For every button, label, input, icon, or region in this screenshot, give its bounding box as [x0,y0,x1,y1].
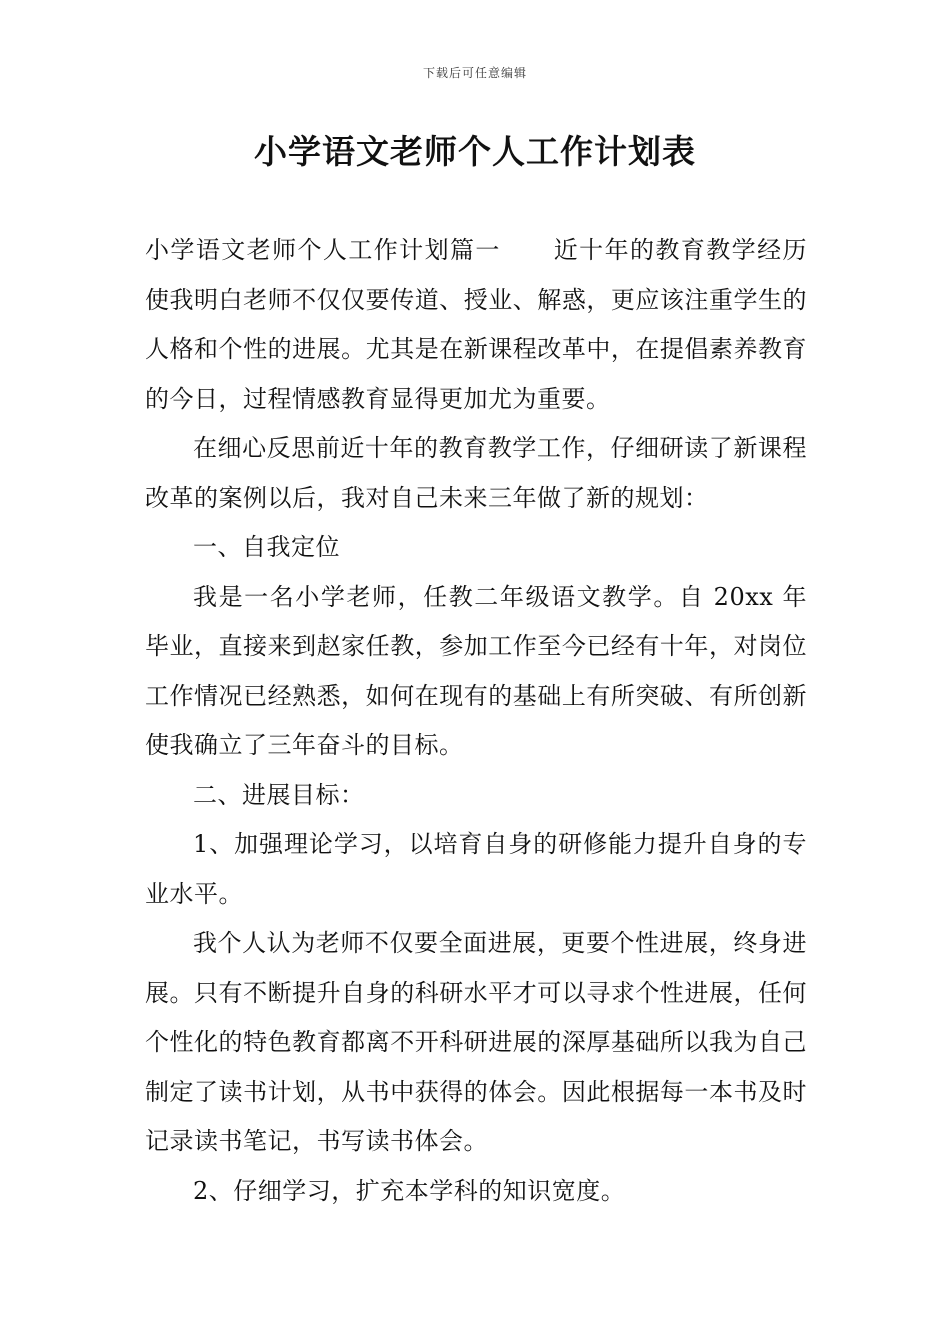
intro-text: 近十年的教育教学经历使我明白老师不仅仅要传道、授业、解惑，更应该注重学生的人格和个性的进展。尤其是在新课程改革中，在提倡素养教育的今日，过程情感教育显得更加尤为重要。 [145,236,808,413]
goal-item-1: 1、加强理论学习，以培育自身的研修能力提升自身的专业水平。 [145,830,807,908]
intro-paragraph [145,226,807,424]
document-body [145,226,807,1216]
goal-item-2: 2、仔细学习，扩充本学科的知识宽度。 [193,1176,626,1205]
document-title: 小学语文老师个人工作计划表 [254,132,696,171]
heading-self-positioning: 一、自我定位 [193,533,340,561]
heading-development-goals: 二、进展目标： [193,780,365,809]
paragraph-reflection: 在细心反思前近十年的教育教学工作，仔细研读了新课程改革的案例以后，我对自己未来三年做了新的规划： [145,434,807,512]
header-note: 下载后可任意编辑 [422,66,527,80]
intro-label: 小学语文老师个人工作计划篇一 [145,236,501,264]
paragraph-personal-view: 我个人认为老师不仅要全面进展，更要个性进展，终身进展。只有不断提升自身的科研水平才可以寻求个性进展，任何个性化的特色教育都离不开科研进展的深厚基础所以我为自己制定了读书计划，从书中获得的体会。因此根据每一本书及时记录读书笔记，书写读书体会。 [145,929,807,1155]
paragraph-self-positioning: 我是一名小学老师，任教二年级语文教学。自 20xx 年毕业，直接来到赵家任教，参加工作至今已经有十年，对岗位工作情况已经熟悉，如何在现有的基础上有所突破、有所创新使我确立了三年奋斗的目标。 [145,582,807,759]
